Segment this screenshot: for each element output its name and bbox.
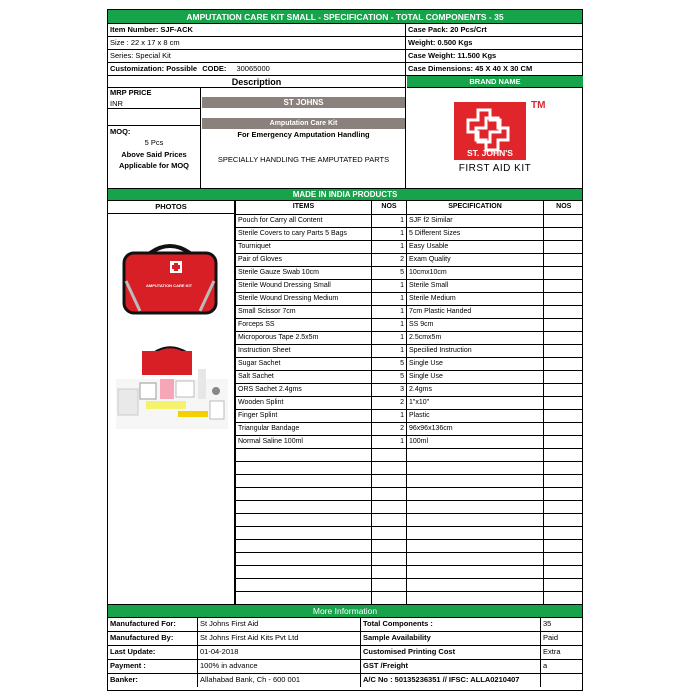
component-row: [236, 227, 583, 240]
st-johns-logo: [454, 102, 526, 160]
component-nos-2: [544, 266, 583, 279]
more-info-label: Banker:: [108, 674, 198, 687]
info-row: [108, 24, 582, 37]
component-spec: [407, 552, 544, 565]
moq-note-2: Applicable for MOQ: [118, 161, 189, 170]
component-spec: 5 Different Sizes: [407, 227, 544, 240]
component-spec: SJF f2 Similar: [407, 214, 544, 227]
component-nos: [372, 448, 407, 461]
component-nos-2: [544, 214, 583, 227]
component-row: [236, 513, 583, 526]
moq-note-1: Above Said Prices: [121, 150, 187, 159]
component-nos-2: [544, 487, 583, 500]
more-info-label-2: Sample Availability: [361, 632, 541, 645]
component-item: [236, 565, 372, 578]
more-info-row: [108, 660, 582, 674]
component-nos: [372, 552, 407, 565]
component-spec: Exam Quality: [407, 253, 544, 266]
component-nos-2: [544, 526, 583, 539]
component-item: Forceps SS: [236, 318, 372, 331]
component-spec: [407, 474, 544, 487]
component-spec: Easy Usable: [407, 240, 544, 253]
component-item: Finger Splint: [236, 409, 372, 422]
component-nos-2: [544, 448, 583, 461]
component-row: [236, 253, 583, 266]
component-row: [236, 578, 583, 591]
kit-bag-photo: [120, 241, 220, 317]
component-spec: [407, 539, 544, 552]
component-spec: [407, 591, 544, 604]
more-info-label-2: A/C No : 50135236351 // IFSC: ALLA0210407: [361, 674, 541, 687]
more-info-value: St Johns First Aid Kits Pvt Ltd: [198, 632, 361, 645]
component-item: Small Scissor 7cm: [236, 305, 372, 318]
price-column: [108, 88, 201, 189]
component-nos-2: [544, 383, 583, 396]
code-label: CODE:: [202, 64, 227, 73]
spacer: [202, 88, 405, 97]
component-nos: 2: [372, 253, 407, 266]
component-row: [236, 383, 583, 396]
component-item: ORS Sachet 2.4gms: [236, 383, 372, 396]
component-item: [236, 474, 372, 487]
brand-logo-area: [407, 88, 583, 189]
component-item: Salt Sachet: [236, 370, 372, 383]
component-nos-2: [544, 227, 583, 240]
logo-text: ST. JOHN'S: [467, 148, 513, 158]
component-row: [236, 552, 583, 565]
tagline: For Emergency Amputation Handling: [237, 130, 370, 139]
component-nos: 1: [372, 331, 407, 344]
component-item: Sugar Sachet: [236, 357, 372, 370]
component-item: Instruction Sheet: [236, 344, 372, 357]
more-info-banner: More Information: [108, 605, 582, 618]
component-nos: 2: [372, 422, 407, 435]
component-spec: 2.5cmx5m: [407, 331, 544, 344]
more-info-label: Manufactured For:: [108, 618, 198, 631]
more-info-value-2: 35: [543, 619, 552, 628]
component-nos-2: [544, 591, 583, 604]
more-info-row: [108, 632, 582, 646]
moq-value: 5 Pcs: [144, 138, 164, 147]
component-nos: [372, 591, 407, 604]
component-nos: 5: [372, 370, 407, 383]
items-header: ITEMS: [236, 201, 372, 214]
more-info-value-2: Extra: [543, 647, 561, 656]
component-item: Tourniquet: [236, 240, 372, 253]
component-nos: [372, 526, 407, 539]
component-row: [236, 318, 583, 331]
more-info-label-2: GST /Freight: [361, 660, 541, 673]
components-section: [108, 201, 582, 605]
component-item: [236, 552, 372, 565]
component-nos-2: [544, 279, 583, 292]
photos-header: PHOTOS: [108, 201, 234, 214]
component-nos: 1: [372, 240, 407, 253]
component-spec: 100ml: [407, 435, 544, 448]
component-nos-2: [544, 318, 583, 331]
price-blank: [108, 109, 200, 126]
component-nos-2: [544, 253, 583, 266]
component-nos: [372, 513, 407, 526]
component-item: [236, 578, 372, 591]
component-nos-2: [544, 539, 583, 552]
more-info-label: Payment :: [108, 660, 198, 673]
component-spec: 10cmx10cm: [407, 266, 544, 279]
component-nos: [372, 461, 407, 474]
component-spec: [407, 604, 544, 605]
component-item: Triangular Bandage: [236, 422, 372, 435]
component-row: [236, 448, 583, 461]
more-info-value: 100% in advance: [198, 660, 361, 673]
spacer: [202, 108, 405, 118]
component-row: [236, 604, 583, 605]
component-nos-2: [544, 240, 583, 253]
component-nos-2: [544, 500, 583, 513]
more-info-row: [108, 646, 582, 660]
component-nos-2: [544, 357, 583, 370]
customization-cell: [108, 63, 406, 75]
component-spec: [407, 526, 544, 539]
component-nos: 1: [372, 409, 407, 422]
made-in-india-banner: MADE IN INDIA PRODUCTS: [108, 189, 582, 201]
spacer: [202, 140, 405, 154]
component-nos: 5: [372, 357, 407, 370]
customization: Customization: Possible: [110, 64, 198, 73]
component-nos-2: [544, 409, 583, 422]
mrp-label: MRP PRICE: [110, 88, 152, 97]
component-row: [236, 396, 583, 409]
component-row: [236, 500, 583, 513]
component-nos-2: [544, 513, 583, 526]
components-header-row: [236, 201, 583, 214]
component-item: [236, 513, 372, 526]
case-dimensions: Case Dimensions: 45 X 40 X 30 CM: [408, 64, 533, 73]
product-column: [202, 88, 406, 189]
nos-header: NOS: [372, 201, 407, 214]
kit-contents-image: [116, 339, 228, 435]
component-nos-2: [544, 344, 583, 357]
component-row: [236, 279, 583, 292]
component-item: Microporous Tape 2.5x5m: [236, 331, 372, 344]
component-item: Pouch for Carry all Content: [236, 214, 372, 227]
component-item: [236, 461, 372, 474]
moq-label: MOQ:: [110, 127, 131, 136]
kit-contents-photo: [116, 339, 228, 435]
trademark: TM: [531, 100, 546, 111]
component-nos: 1: [372, 292, 407, 305]
component-row: [236, 435, 583, 448]
more-info-row: [108, 674, 582, 687]
component-item: [236, 487, 372, 500]
component-spec: Sterile Small: [407, 279, 544, 292]
spec-sheet: [107, 9, 583, 691]
component-row: [236, 565, 583, 578]
component-item: [236, 448, 372, 461]
component-spec: [407, 487, 544, 500]
series: Series: Special Kit: [108, 50, 406, 62]
size: Size : 22 x 17 x 8 cm: [108, 37, 406, 49]
brand-name-heading: BRAND NAME: [407, 76, 583, 88]
component-nos: 1: [372, 214, 407, 227]
component-row: [236, 539, 583, 552]
component-nos-2: [544, 565, 583, 578]
component-nos: [372, 578, 407, 591]
component-spec: [407, 578, 544, 591]
component-nos: [372, 487, 407, 500]
component-nos: 1: [372, 435, 407, 448]
component-spec: Plastic: [407, 409, 544, 422]
currency: INR: [108, 98, 200, 109]
component-item: Normal Saline 100ml: [236, 435, 372, 448]
component-nos: 1: [372, 227, 407, 240]
more-info-value-2: Paid: [543, 633, 559, 642]
component-nos-2: [544, 474, 583, 487]
info-row: [108, 50, 582, 63]
component-nos-2: [544, 552, 583, 565]
component-nos: 1: [372, 305, 407, 318]
component-row: [236, 370, 583, 383]
component-nos: 1: [372, 279, 407, 292]
more-info-value: St Johns First Aid: [198, 618, 361, 631]
more-info-row: [108, 618, 582, 632]
component-nos: 2: [372, 396, 407, 409]
component-nos-2: [544, 292, 583, 305]
component-spec: [407, 513, 544, 526]
case-weight: Case Weight: 11.500 Kgs: [408, 51, 497, 60]
component-row: [236, 266, 583, 279]
component-row: [236, 526, 583, 539]
more-info-table: [108, 618, 582, 687]
component-nos-2: [544, 396, 583, 409]
component-item: [236, 591, 372, 604]
component-row: [236, 409, 583, 422]
component-nos-2: [544, 331, 583, 344]
component-item: [236, 500, 372, 513]
component-nos-2: [544, 422, 583, 435]
component-nos-2: [544, 578, 583, 591]
component-nos-2: [544, 435, 583, 448]
component-nos: [372, 500, 407, 513]
component-item: [236, 539, 372, 552]
component-row: [236, 474, 583, 487]
component-row: [236, 331, 583, 344]
more-info-label-2: Customised Printing Cost: [361, 646, 541, 659]
component-item: [236, 526, 372, 539]
component-spec: Single Use: [407, 357, 544, 370]
component-nos-2: [544, 461, 583, 474]
more-info-label-2: Total Components :: [361, 618, 541, 631]
component-row: [236, 344, 583, 357]
logo-subtitle: FIRST AID KIT: [458, 163, 532, 174]
component-item: [236, 604, 372, 605]
component-nos: [372, 474, 407, 487]
more-info-value-2: [541, 674, 582, 687]
component-nos: 1: [372, 344, 407, 357]
component-spec: Specilied Instruction: [407, 344, 544, 357]
components-table: [235, 201, 582, 605]
sheet-title: AMPUTATION CARE KIT SMALL - SPECIFICATION - TOTAL COMPONENTS - 35: [108, 10, 582, 24]
feature-text: SPECIALLY HANDLING THE AMPUTATED PARTS: [217, 155, 390, 164]
brand-band: ST JOHNS: [202, 97, 405, 108]
component-row: [236, 240, 583, 253]
description-block: [108, 76, 582, 189]
more-info-label: Last Update:: [108, 646, 198, 659]
component-row: [236, 461, 583, 474]
component-nos-2: [544, 604, 583, 605]
more-info-value: Allahabad Bank, Ch - 600 001: [198, 674, 361, 687]
product-band: Amputation Care Kit: [202, 118, 405, 129]
component-nos: [372, 565, 407, 578]
component-item: Sterile Wound Dressing Medium: [236, 292, 372, 305]
component-nos: 5: [372, 266, 407, 279]
component-row: [236, 214, 583, 227]
component-nos-2: [544, 305, 583, 318]
description-heading: Description: [108, 76, 406, 88]
component-row: [236, 487, 583, 500]
component-nos: 3: [372, 383, 407, 396]
component-spec: [407, 500, 544, 513]
component-item: Pair of Gloves: [236, 253, 372, 266]
bag-label: AMPUTATION CARE KIT: [146, 283, 193, 288]
component-spec: SS 9cm: [407, 318, 544, 331]
component-item: Wooden Splint: [236, 396, 372, 409]
specification-header: SPECIFICATION: [407, 201, 544, 214]
more-info-value-2: a: [543, 661, 548, 670]
code-value: 30065000: [236, 64, 270, 73]
component-spec: 7cm Plastic Handed: [407, 305, 544, 318]
component-spec: Sterile Medium: [407, 292, 544, 305]
item-number: Item Number: SJF-ACK: [108, 24, 406, 36]
component-spec: Single Use: [407, 370, 544, 383]
kit-bag-image: [120, 241, 220, 317]
more-info-label: Manufactured By:: [108, 632, 198, 645]
case-pack: Case Pack: 20 Pcs/Crt: [408, 25, 487, 34]
component-row: [236, 292, 583, 305]
component-row: [236, 305, 583, 318]
component-row: [236, 357, 583, 370]
component-nos-2: [544, 370, 583, 383]
component-nos: [372, 539, 407, 552]
nos-header-2: NOS: [544, 201, 583, 214]
photos-column: [108, 201, 235, 605]
info-row: [108, 63, 582, 76]
component-spec: 96x96x136cm: [407, 422, 544, 435]
component-row: [236, 422, 583, 435]
component-nos: 1: [372, 318, 407, 331]
component-spec: [407, 461, 544, 474]
component-spec: 2.4gms: [407, 383, 544, 396]
components-table-wrap: [235, 201, 582, 605]
more-info-value: 01-04-2018: [198, 646, 361, 659]
component-nos: [372, 604, 407, 605]
component-item: Sterile Gauze Swab 10cm: [236, 266, 372, 279]
weight: Weight: 0.500 Kgs: [408, 38, 473, 47]
component-spec: [407, 448, 544, 461]
component-spec: 1"x10": [407, 396, 544, 409]
component-item: Sterile Covers to cary Parts 5 Bags: [236, 227, 372, 240]
info-row: [108, 37, 582, 50]
component-spec: [407, 565, 544, 578]
component-row: [236, 591, 583, 604]
component-item: Sterile Wound Dressing Small: [236, 279, 372, 292]
